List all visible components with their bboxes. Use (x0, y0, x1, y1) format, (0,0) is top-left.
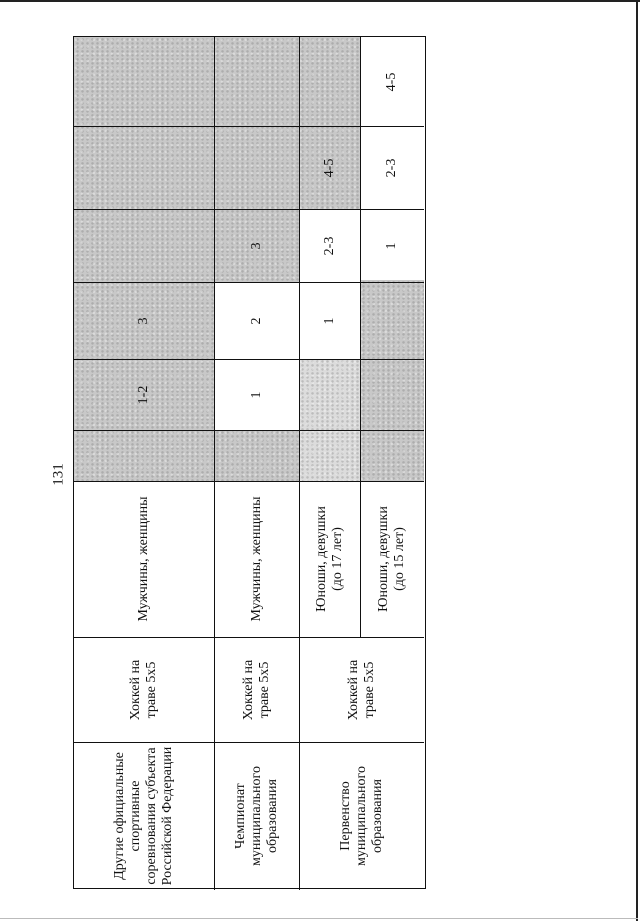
row1-discipline: Хоккей на траве 5х5 (127, 659, 159, 720)
row2-group: Мужчины, женщины (248, 496, 264, 622)
row3b-group-cell (360, 481, 424, 637)
row3a-place-1: 1 (321, 317, 337, 324)
shade-row3b-low (360, 280, 424, 481)
row3-event: Первенство муниципального образования (337, 766, 385, 866)
row2-place-3: 3 (248, 242, 264, 249)
row2-place-2: 2 (248, 317, 264, 324)
row1-group: Мужчины, женщины (135, 496, 151, 622)
row3a-group-cell (299, 481, 360, 637)
row3b-place-2-3: 2-3 (383, 158, 399, 177)
row2-event-cell (214, 742, 299, 890)
row2-discipline: Хоккей на траве 5х5 (240, 659, 272, 720)
row2-discipline-cell (214, 637, 299, 742)
row3a-place-4-5: 4-5 (321, 158, 337, 177)
row1-discipline-cell (74, 637, 214, 742)
row1-place-1-2: 1-2 (135, 385, 151, 404)
row3b-place-1: 1 (383, 242, 399, 249)
row3-discipline-cell (299, 637, 424, 742)
shade-first-rank-column (74, 430, 299, 481)
page-edge-top (0, 0, 640, 2)
row3a-place-2-3: 2-3 (321, 236, 337, 255)
row3-discipline: Хоккей на траве 5х5 (345, 659, 377, 720)
page-number: 131 (50, 463, 67, 486)
row1-place-3: 3 (135, 317, 151, 324)
row2-group-cell (214, 481, 299, 637)
row1-event-cell (74, 742, 214, 890)
row1-event: Другие официальные спортивные соревнования субъекта Российской Федерации (111, 746, 176, 886)
row3b-group: Юноши, девушки (до 15 лет) (375, 506, 407, 612)
page-edge-bottom (0, 918, 638, 919)
rotated-table (73, 36, 426, 889)
row3b-place-4-5: 4-5 (383, 72, 399, 91)
row2-event: Чемпионат муниципального образования (232, 766, 280, 866)
row3-event-cell (299, 742, 424, 890)
page-edge-right (636, 0, 638, 921)
row2-place-1: 1 (248, 391, 264, 398)
row3a-group: Юноши, девушки (до 17 лет) (313, 506, 345, 612)
row1-group-cell (74, 481, 214, 637)
shade-row3a-low (299, 359, 360, 481)
